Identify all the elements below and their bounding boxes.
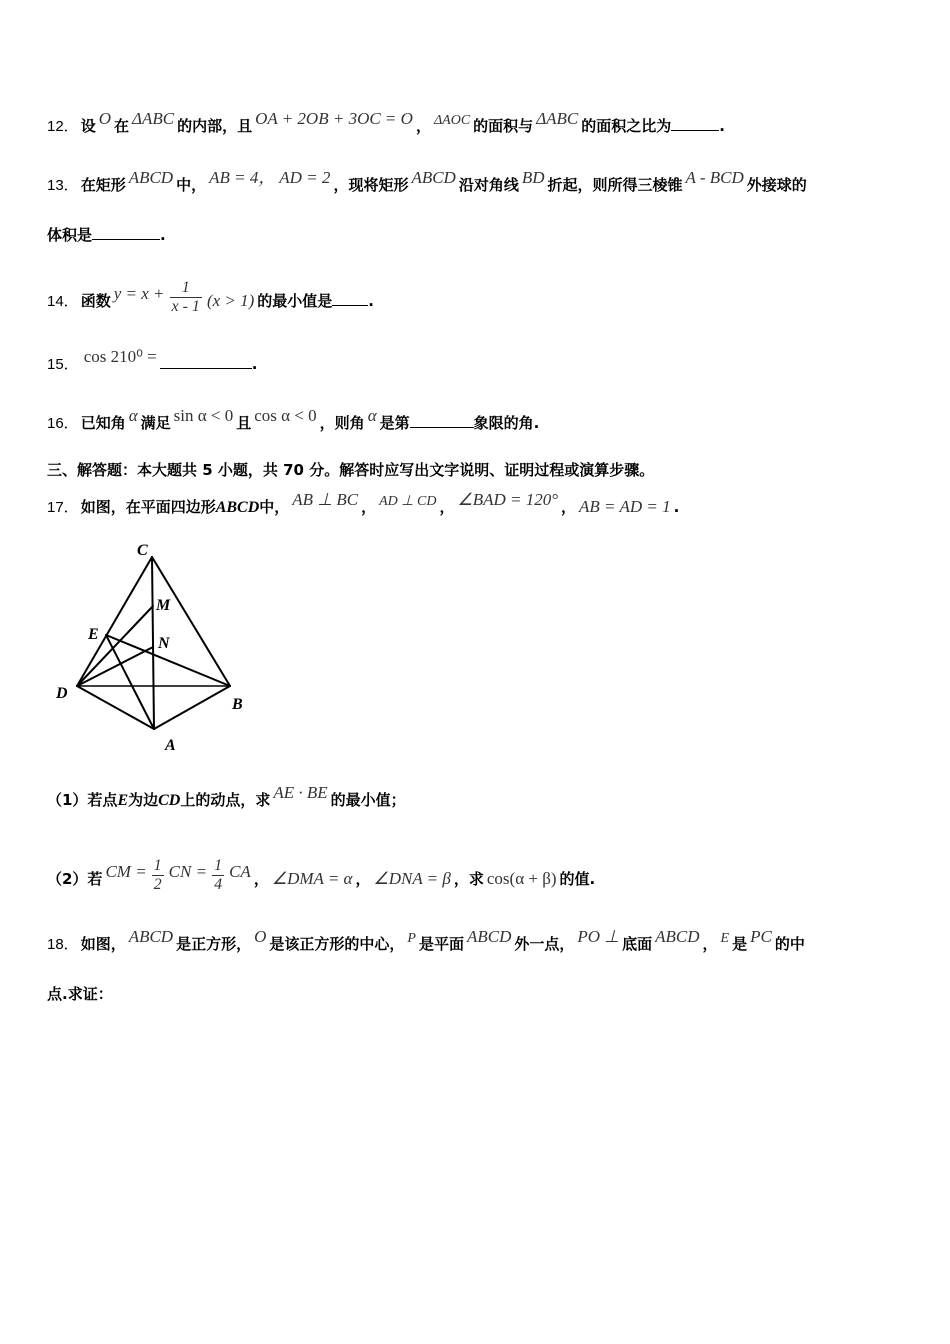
text: ， — [253, 870, 269, 888]
text: ， — [361, 498, 377, 516]
text: 函数 — [80, 292, 111, 310]
question-18 — [47, 927, 805, 956]
math: ABCD — [128, 927, 174, 946]
question-18-cont — [47, 984, 113, 1004]
question-number: 16． — [47, 415, 79, 432]
text: 已知角 — [80, 414, 126, 432]
question-17-part-2 — [47, 857, 596, 898]
numerator: 1 — [170, 279, 202, 298]
numerator: 1 — [214, 857, 223, 874]
text: 在矩形 — [80, 176, 126, 194]
math: ABCD — [128, 168, 174, 187]
text: 的面积与 — [473, 117, 534, 135]
question-12 — [47, 109, 725, 138]
math: AB = AD = 1 — [579, 497, 671, 516]
label-A: A — [165, 737, 176, 754]
text: 折起，则所得三棱锥 — [547, 176, 683, 194]
question-16 — [47, 406, 540, 434]
math: (x > 1) — [206, 291, 255, 310]
text: 外接球的 — [746, 176, 807, 194]
text: 点.求证： — [47, 985, 113, 1003]
text: 为边 — [128, 791, 159, 809]
math: α — [128, 406, 138, 425]
math: α — [367, 406, 377, 425]
fraction — [212, 857, 224, 894]
math: ΔABC — [536, 109, 579, 128]
text: 在 — [113, 117, 129, 135]
text: 的内部，且 — [177, 117, 253, 135]
text: 底面 — [622, 935, 653, 953]
text: 如图， — [80, 935, 126, 953]
text: 是平面 — [418, 935, 464, 953]
math: ABCD — [655, 927, 700, 946]
math: E — [720, 931, 730, 946]
question-17 — [47, 490, 680, 519]
math: sin α < 0 — [173, 406, 234, 425]
answer-blank — [160, 354, 252, 369]
question-number: 18． — [47, 936, 79, 953]
text: . — [251, 355, 258, 373]
edge-CB — [152, 557, 230, 686]
math: A - BCD — [685, 168, 744, 187]
math: E — [117, 792, 129, 809]
text: . — [673, 498, 680, 516]
answer-blank — [92, 225, 160, 240]
math: AB ⊥ BC — [292, 490, 359, 509]
text: （2）若 — [47, 870, 103, 888]
math: ABCD — [466, 927, 512, 946]
fraction — [170, 279, 202, 316]
math: ΔAOC — [433, 113, 471, 128]
question-14 — [47, 279, 374, 320]
numerator: 1 — [153, 857, 162, 874]
fraction — [152, 857, 164, 894]
question-number: 17． — [47, 499, 79, 516]
math: cos(α + β) — [486, 869, 557, 888]
segment-DM — [77, 606, 153, 686]
text: 上的动点，求 — [180, 791, 271, 809]
text: 是该正方形的中心， — [269, 935, 405, 953]
geometry-figure — [40, 535, 260, 755]
text: 的最小值是 — [257, 292, 333, 310]
math: OA + 2OB + 3OC = O — [255, 109, 413, 128]
text: 是 — [732, 935, 748, 953]
label-M: M — [156, 597, 171, 614]
text: ，则角 — [319, 414, 365, 432]
math: ∠DNA = β — [373, 869, 451, 888]
math: ΔABC — [132, 109, 175, 128]
answer-blank — [410, 413, 474, 428]
denominator: 4 — [214, 876, 223, 893]
text: 外一点， — [514, 935, 575, 953]
question-number: 12． — [47, 118, 79, 135]
text: 体积是 — [47, 226, 93, 244]
denominator: x - 1 — [171, 298, 200, 315]
question-13 — [47, 168, 807, 196]
math: PO ⊥ — [577, 927, 620, 946]
math: y = x + — [113, 284, 165, 303]
text: 是第 — [379, 414, 410, 432]
text: 满足 — [140, 414, 171, 432]
math: ∠DMA = α — [271, 869, 353, 888]
text: 如图，在平面四边形 — [80, 498, 216, 516]
text: ， — [415, 117, 431, 135]
text: . — [719, 117, 725, 135]
math: ∠BAD = 120° — [457, 490, 559, 509]
text: 的最小值； — [330, 791, 406, 809]
question-number: 13． — [47, 177, 79, 194]
label-E: E — [88, 626, 99, 643]
answer-blank — [671, 116, 719, 131]
text: 中， — [176, 176, 207, 194]
math: BD — [521, 168, 545, 187]
math: ABCD — [411, 168, 456, 187]
text: 象限的角. — [473, 414, 540, 432]
question-number: 15． — [47, 356, 79, 373]
question-15 — [47, 347, 258, 375]
math: O — [254, 927, 267, 946]
math: P — [407, 931, 416, 946]
text: 的面积之比为 — [581, 117, 672, 135]
text: ， — [561, 498, 577, 516]
text: ， — [702, 935, 718, 953]
text: . — [368, 292, 374, 310]
question-number: 14． — [47, 293, 79, 310]
text: ，求 — [453, 870, 484, 888]
math: cos α < 0 — [254, 406, 317, 425]
answer-blank — [332, 291, 368, 306]
text: 的值. — [559, 870, 596, 888]
edge-AB — [154, 686, 230, 729]
label-C: C — [137, 542, 148, 559]
text: . — [160, 226, 166, 244]
text: 且 — [236, 414, 252, 432]
math: CM = — [105, 862, 147, 881]
text: （1）若点 — [47, 791, 118, 809]
denominator: 2 — [153, 876, 162, 893]
edge-CA — [152, 557, 154, 729]
text: 中， — [259, 498, 290, 516]
text: ，现将矩形 — [333, 176, 409, 194]
math: PC — [750, 927, 772, 946]
text: 设 — [80, 117, 96, 135]
question-13-cont — [47, 225, 166, 245]
math: AD ⊥ CD — [379, 494, 437, 509]
label-N: N — [158, 635, 170, 652]
text: 的中 — [774, 935, 805, 953]
math: CD — [158, 792, 181, 809]
math: O — [98, 109, 111, 128]
text: ， — [439, 498, 455, 516]
math: AB = 4， AD = 2 — [209, 168, 331, 187]
text: 是正方形， — [176, 935, 252, 953]
math: AE · BE — [273, 783, 328, 802]
label-B: B — [232, 696, 243, 713]
text: 沿对角线 — [458, 176, 519, 194]
question-17-part-1 — [47, 783, 406, 811]
math: cos 210⁰ = — [83, 347, 157, 366]
math: CA — [229, 862, 251, 881]
label-D: D — [56, 685, 68, 702]
math: ABCD — [215, 499, 260, 516]
math: CN = — [168, 862, 208, 881]
section-heading: 三、解答题：本大题共 5 小题，共 70 分。解答时应写出文字说明、证明过程或演算步骤。 — [47, 461, 655, 479]
text: ， — [355, 870, 371, 888]
